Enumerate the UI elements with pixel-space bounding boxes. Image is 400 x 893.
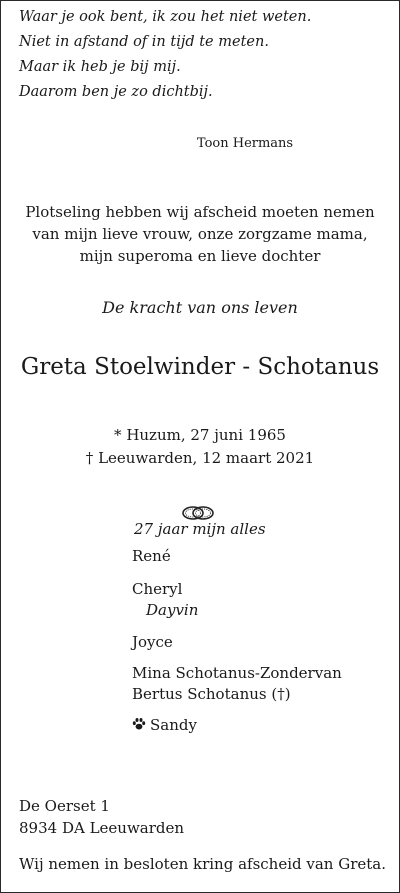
child-name: Cheryl [132, 580, 183, 598]
poem-line-1: Waar je ook bent, ik zou het niet weten. [19, 9, 312, 25]
death-line: † Leeuwarden, 12 maart 2021 [85, 449, 315, 467]
announcement-line-3: mijn superoma en lieve dochter [79, 247, 321, 265]
announcement-line-1: Plotseling hebben wij afscheid moeten nemen [25, 203, 375, 221]
paw-icon [132, 717, 146, 731]
poem-author: Toon Hermans [196, 136, 294, 151]
parent1-name: Mina Schotanus-Zondervan [132, 664, 342, 682]
poem-line-3: Maar ik heb je bij mij. [19, 59, 181, 75]
spouse-name: René [132, 547, 171, 565]
spouse-years: 27 jaar mijn alles [134, 520, 266, 538]
parent2-name: Bertus Schotanus (†) [132, 685, 291, 703]
announcement-line-2: van mijn lieve vrouw, onze zorgzame mama, [32, 225, 368, 243]
deceased-name: Greta Stoelwinder - Schotanus [20, 354, 380, 380]
grandchild-name: Dayvin [146, 601, 199, 619]
tagline: De kracht van ons leven [102, 298, 298, 317]
address-street: De Oerset 1 [19, 797, 110, 815]
poem-line-2: Niet in afstand of in tijd te meten. [19, 34, 269, 50]
pet-line [132, 716, 197, 734]
child2-name: Joyce [132, 633, 173, 651]
footer-note: Wij nemen in besloten kring afscheid van Greta. [19, 855, 387, 873]
birth-line: * Huzum, 27 juni 1965 [114, 426, 286, 444]
poem-line-4: Daarom ben je zo dichtbij. [19, 84, 213, 100]
pet-name: Sandy [150, 716, 197, 734]
address-city: 8934 DA Leeuwarden [19, 819, 185, 837]
